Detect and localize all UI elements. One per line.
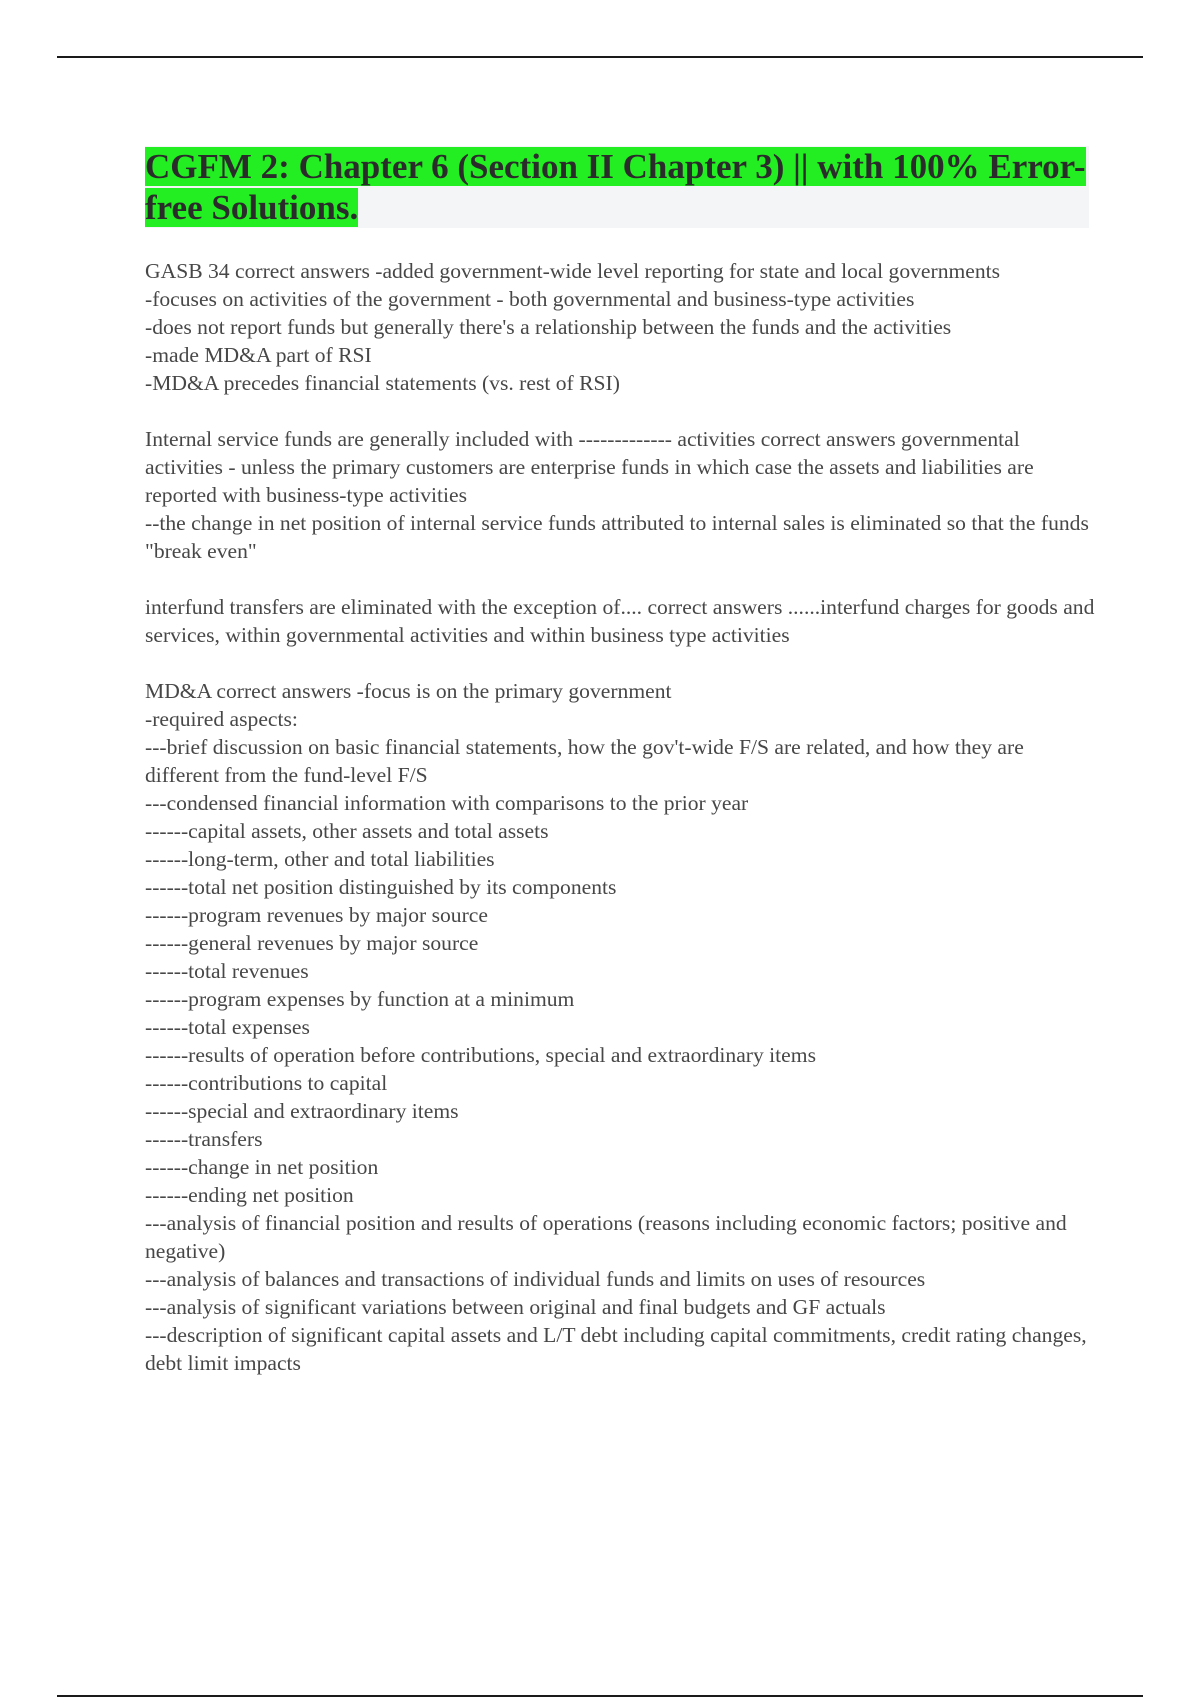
entry-line: MD&A correct answers -focus is on the primary government bbox=[145, 679, 672, 703]
document-title bbox=[145, 146, 1089, 228]
entry-line: Internal service funds are generally included with ------------- activities correct answers governmental activities - unless the primary customers are enterprise funds in which case the assets and liabilities are reported with business-type activities bbox=[145, 427, 1034, 507]
entry-line: ------change in net position bbox=[145, 1155, 379, 1179]
qa-entry-interfund-transfers bbox=[145, 593, 1095, 649]
entry-line: ---description of significant capital assets and L/T debt including capital commitments, credit rating changes, debt limit impacts bbox=[145, 1323, 1087, 1375]
entry-line: ------long-term, other and total liabilities bbox=[145, 847, 495, 871]
entry-line: ------total revenues bbox=[145, 959, 309, 983]
entry-line: ---condensed financial information with comparisons to the prior year bbox=[145, 791, 749, 815]
entry-line: interfund transfers are eliminated with the exception of.... correct answers ......interfund charges for goods and services, within governmental activities and within business type activities bbox=[145, 595, 1095, 647]
entry-line: ---analysis of financial position and results of operations (reasons including economic factors; positive and negative) bbox=[145, 1211, 1067, 1263]
entry-line: -made MD&A part of RSI bbox=[145, 343, 372, 367]
entry-line: ------ending net position bbox=[145, 1183, 354, 1207]
entry-line: ------contributions to capital bbox=[145, 1071, 388, 1095]
entry-line: ------transfers bbox=[145, 1127, 263, 1151]
entry-line: ------general revenues by major source bbox=[145, 931, 479, 955]
qa-entry-gasb34 bbox=[145, 257, 1095, 397]
title-block bbox=[145, 146, 1089, 228]
entry-line: ---brief discussion on basic financial statements, how the gov't-wide F/S are related, and how they are different from the fund-level F/S bbox=[145, 735, 1024, 787]
qa-entry-internal-service-funds bbox=[145, 425, 1095, 565]
entry-line: -required aspects: bbox=[145, 707, 298, 731]
title-highlight: CGFM 2: Chapter 6 (Section II Chapter 3) || with 100% Error-free Solutions. bbox=[145, 147, 1086, 227]
entry-line: ------total net position distinguished by its components bbox=[145, 875, 617, 899]
entry-line: -does not report funds but generally there's a relationship between the funds and the activities bbox=[145, 315, 952, 339]
entry-line: -MD&A precedes financial statements (vs. rest of RSI) bbox=[145, 371, 620, 395]
entry-line: ------program expenses by function at a minimum bbox=[145, 987, 575, 1011]
entry-line: ------results of operation before contributions, special and extraordinary items bbox=[145, 1043, 816, 1067]
entry-line: ---analysis of significant variations between original and final budgets and GF actuals bbox=[145, 1295, 886, 1319]
entry-line: --the change in net position of internal service funds attributed to internal sales is eliminated so that the funds "break even" bbox=[145, 511, 1089, 563]
entry-line: ------total expenses bbox=[145, 1015, 310, 1039]
entry-line: ------capital assets, other assets and total assets bbox=[145, 819, 549, 843]
top-rule bbox=[57, 56, 1143, 58]
entry-line: ------program revenues by major source bbox=[145, 903, 488, 927]
bottom-rule bbox=[57, 1695, 1143, 1697]
entry-line: GASB 34 correct answers -added government-wide level reporting for state and local governments bbox=[145, 259, 1001, 283]
qa-entry-mda bbox=[145, 677, 1095, 1377]
document-body bbox=[145, 257, 1095, 1405]
entry-line: ------special and extraordinary items bbox=[145, 1099, 459, 1123]
entry-line: ---analysis of balances and transactions of individual funds and limits on uses of resources bbox=[145, 1267, 926, 1291]
entry-line: -focuses on activities of the government - both governmental and business-type activities bbox=[145, 287, 915, 311]
